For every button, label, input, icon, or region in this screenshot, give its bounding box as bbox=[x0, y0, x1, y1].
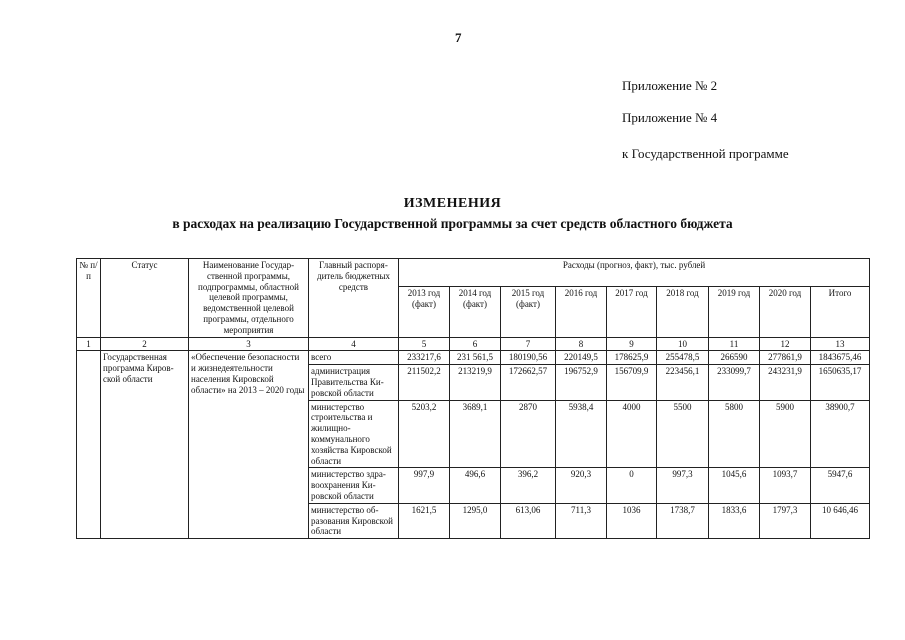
program-name-cell: «Обеспечение безопасности и жизнедеятельности населения Кировской области» на 2013 – 2020 годы bbox=[189, 351, 309, 539]
column-number: 7 bbox=[501, 337, 556, 351]
appendix-line-2: Приложение № 4 bbox=[622, 110, 718, 125]
value-cell: 5203,2 bbox=[399, 400, 450, 468]
budget-body bbox=[77, 337, 870, 539]
value-cell: 231 561,5 bbox=[450, 351, 501, 365]
value-cell: 5938,4 bbox=[556, 400, 607, 468]
value-cell: 211502,2 bbox=[399, 365, 450, 400]
table-row bbox=[77, 351, 870, 365]
value-cell: 1621,5 bbox=[399, 503, 450, 538]
value-cell: 233217,6 bbox=[399, 351, 450, 365]
value-cell: 1797,3 bbox=[760, 503, 811, 538]
column-number: 12 bbox=[760, 337, 811, 351]
document-title: ИЗМЕНЕНИЯ bbox=[403, 196, 502, 211]
header-expenses: Расходы (прогноз, факт), тыс. рублей bbox=[399, 259, 870, 287]
value-cell: 180190,56 bbox=[501, 351, 556, 365]
value-cell: 196752,9 bbox=[556, 365, 607, 400]
manager-cell: министерство здравоохранения Кировской области bbox=[309, 468, 399, 503]
column-number: 8 bbox=[556, 337, 607, 351]
value-cell: 5800 bbox=[709, 400, 760, 468]
value-cell: 997,9 bbox=[399, 468, 450, 503]
value-cell: 243231,9 bbox=[760, 365, 811, 400]
value-cell: 496,6 bbox=[450, 468, 501, 503]
header-year: 2015 год (факт) bbox=[501, 287, 556, 337]
row-number-cell bbox=[77, 351, 101, 539]
value-cell: 1093,7 bbox=[760, 468, 811, 503]
value-cell: 711,3 bbox=[556, 503, 607, 538]
appendix-line-3: к Государственной программе bbox=[622, 146, 789, 161]
header-num: № п/п bbox=[77, 259, 101, 338]
manager-cell: администрация Правительства Кировской области bbox=[309, 365, 399, 400]
status-cell: Государственная программа Кировской области bbox=[101, 351, 189, 539]
header-year: 2019 год bbox=[709, 287, 760, 337]
value-cell: 997,3 bbox=[657, 468, 709, 503]
value-cell: 213219,9 bbox=[450, 365, 501, 400]
budget-table bbox=[76, 258, 870, 539]
manager-cell: всего bbox=[309, 351, 399, 365]
value-cell: 396,2 bbox=[501, 468, 556, 503]
value-cell: 223456,1 bbox=[657, 365, 709, 400]
value-cell: 156709,9 bbox=[607, 365, 657, 400]
value-cell: 255478,5 bbox=[657, 351, 709, 365]
value-cell: 5500 bbox=[657, 400, 709, 468]
column-number: 2 bbox=[101, 337, 189, 351]
value-cell: 220149,5 bbox=[556, 351, 607, 365]
manager-cell: министерство образования Кировской области bbox=[309, 503, 399, 538]
column-number: 10 bbox=[657, 337, 709, 351]
value-cell: 266590 bbox=[709, 351, 760, 365]
value-cell: 920,3 bbox=[556, 468, 607, 503]
column-number: 11 bbox=[709, 337, 760, 351]
value-cell: 277861,9 bbox=[760, 351, 811, 365]
header-manager: Главный распорядитель бюджетных средств bbox=[309, 259, 399, 338]
header-year: 2018 год bbox=[657, 287, 709, 337]
appendix-line-1: Приложение № 2 bbox=[622, 78, 718, 93]
value-cell: 1045,6 bbox=[709, 468, 760, 503]
value-cell: 1036 bbox=[607, 503, 657, 538]
header-year: 2013 год (факт) bbox=[399, 287, 450, 337]
value-cell: 38900,7 bbox=[811, 400, 870, 468]
value-cell: 172662,57 bbox=[501, 365, 556, 400]
value-cell: 2870 bbox=[501, 400, 556, 468]
value-cell: 3689,1 bbox=[450, 400, 501, 468]
column-number: 9 bbox=[607, 337, 657, 351]
column-number: 1 bbox=[77, 337, 101, 351]
value-cell: 233099,7 bbox=[709, 365, 760, 400]
value-cell: 1295,0 bbox=[450, 503, 501, 538]
value-cell: 1738,7 bbox=[657, 503, 709, 538]
column-number: 3 bbox=[189, 337, 309, 351]
header-year: 2020 год bbox=[760, 287, 811, 337]
header-year: Итого bbox=[811, 287, 870, 337]
header-year: 2016 год bbox=[556, 287, 607, 337]
value-cell: 613,06 bbox=[501, 503, 556, 538]
column-number: 4 bbox=[309, 337, 399, 351]
column-number: 6 bbox=[450, 337, 501, 351]
header-status: Статус bbox=[101, 259, 189, 338]
value-cell: 5900 bbox=[760, 400, 811, 468]
column-number-row bbox=[77, 337, 870, 351]
column-number: 5 bbox=[399, 337, 450, 351]
value-cell: 1650635,17 bbox=[811, 365, 870, 400]
header-year: 2017 год bbox=[607, 287, 657, 337]
value-cell: 0 bbox=[607, 468, 657, 503]
value-cell: 178625,9 bbox=[607, 351, 657, 365]
document-subtitle: в расходах на реализацию Государственной программы за счет средств областного бюджета bbox=[172, 216, 733, 231]
value-cell: 10 646,46 bbox=[811, 503, 870, 538]
header-name: Наименование Государственной программы, подпрограммы, областной целевой программы, ведомственной целевой программы, отдельного мероприятия bbox=[189, 259, 309, 338]
value-cell: 4000 bbox=[607, 400, 657, 468]
value-cell: 5947,6 bbox=[811, 468, 870, 503]
header-year: 2014 год (факт) bbox=[450, 287, 501, 337]
page-number: 7 bbox=[455, 30, 462, 45]
value-cell: 1833,6 bbox=[709, 503, 760, 538]
value-cell: 1843675,46 bbox=[811, 351, 870, 365]
column-number: 13 bbox=[811, 337, 870, 351]
manager-cell: министерство строительства и жилищно-коммунального хозяйства Кировской области bbox=[309, 400, 399, 468]
